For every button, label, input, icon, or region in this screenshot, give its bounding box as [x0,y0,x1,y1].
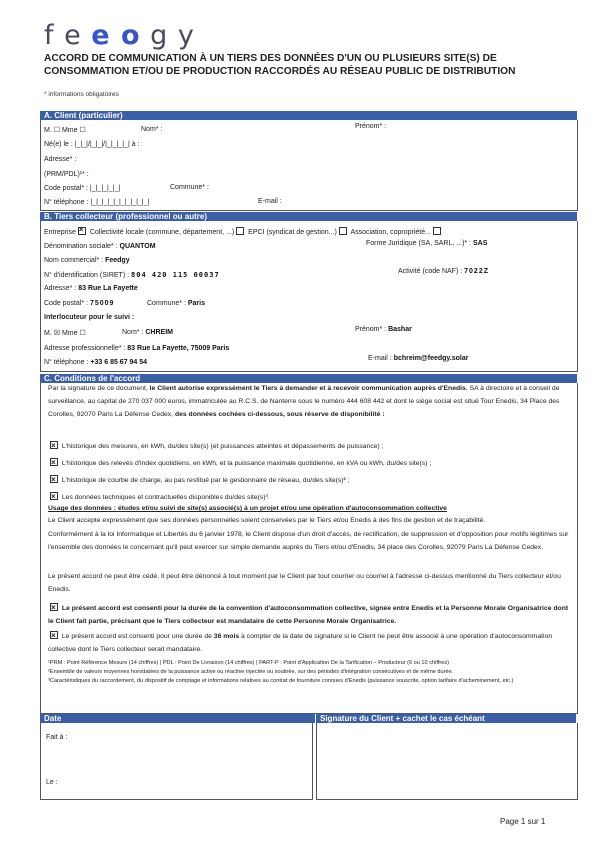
consent-1-checkbox[interactable] [50,603,58,611]
interlocuteur-civility[interactable]: M. ☒ Mme ☐ [44,330,86,337]
intro-a: Par la signature de ce document, [48,385,150,392]
item-label: L'historique de courbe de charge, au pas restitué par le gestionnaire de réseau, du/des site(s)² ; [61,477,350,485]
client-prm-label: (PRM/PDL)¹* : [44,171,89,178]
date-box[interactable] [40,723,313,800]
intro-d: des données cochées ci-dessous, sous réserve de disponibilité : [174,411,385,419]
collectivite-label: Collectivité locale (commune, département, ...) [89,229,235,236]
client-tel-field[interactable]: N° téléphone : |_|_|_|_|_|_|_|_|_|_| [44,199,150,206]
tiers-commune-value[interactable]: Paris [187,300,205,307]
client-cp-field[interactable]: Code postal* : |_|_|_|_|_| [44,185,121,192]
data-item[interactable] [48,474,570,487]
siret-value[interactable]: 804 420 115 00037 [131,271,220,279]
tiers-tel-label: N° téléphone : [44,359,89,366]
usage-paragraph-2: Conformément à la loi Informatique et Libertés du 6 janvier 1978, le Client dispose d'un droit d'accès, de rectification, de suppression et d'opposition pour motifs légitimes sur l'ensemble des données le concernant qu'il peut exercer sur simple demande auprès du Tiers et/ou d'Enedis, 34 place des Corolles, 92079 Paris La Défense Cedex. [48,531,569,552]
interlocuteur-prenom-label: Prénom* : [355,326,387,333]
adrpro-label: Adresse professionnelle* : [44,345,126,352]
client-prenom-label: Prénom* : [355,123,387,130]
item-label: Les données techniques et contractuelles disponibles du/des site(s)³. [61,494,270,502]
conditions-intro [48,382,570,421]
footnotes [48,659,570,686]
data-items-list [48,440,570,504]
tiers-cp-label: Code postal* : [44,300,88,307]
consent-2-text-c: à compter de la date de signature si le Client ne peut être associé à une opération d'autoconsommation collective dont le Tiers collecteur serait mandataire. [48,633,553,654]
item-checkbox[interactable] [50,458,58,466]
adrpro-value[interactable]: 83 Rue La Fayette, 75009 Paris [127,345,230,352]
denomination-value[interactable]: QUANTOM [119,243,156,250]
section-b-header: B. Tiers collecteur (professionnel ou autre) [40,212,577,221]
interlocuteur-nom-value[interactable]: CHREIM [145,329,173,336]
client-email-label: E-mail : [258,198,282,205]
usage-title: Usage des données : études et/ou suivi de site(s) associé(s) à un projet et/ou une opération d'autoconsommation collective [48,505,447,512]
naf-label: Activité (code NAF) : [398,268,463,275]
association-checkbox[interactable] [433,227,441,235]
epci-label: EPCI (syndicat de gestion...) [248,229,337,236]
tiers-adresse-value[interactable]: 83 Rue La Fayette [78,285,138,292]
siret-label: N° d'identification (SIRET) : [44,272,130,279]
denomination-label: Dénomination sociale* : [44,243,118,250]
required-note: * informations obligatoires [44,91,119,98]
signature-box[interactable] [316,723,578,800]
consent-2-text-a: Le présent accord est consenti pour une durée de [61,633,214,640]
fait-label: Fait à : [46,734,68,741]
tiers-email-value[interactable]: bchreim@feedgy.solar [393,355,469,362]
client-birth-field[interactable]: Né(e) le : |_|_|/|_|_|/|_|_|_|_| à : [44,141,140,148]
item-label: L'historique des mesures, en kWh, du/des site(s) (et puissances atteintes et dépassements de puissance) ; [61,443,384,450]
item-checkbox[interactable] [50,441,58,449]
client-civility[interactable]: M. ☐ Mme ☐ [44,127,86,134]
document-title: ACCORD DE COMMUNICATION À UN TIERS DES DONNÉES D'UN OU PLUSIEURS SITE(S) DE CONSOMMATION ET/OU DE PRODUCTION RACCORDÉS AU RÉSEAU PUBLIC DE DISTRIBUTION [44,53,516,77]
data-item[interactable] [48,440,570,453]
consent-2[interactable] [48,630,570,656]
page-number: Page 1 sur 1 [500,817,546,826]
interlocuteur-prenom-value[interactable]: Bashar [388,326,412,333]
collectivite-checkbox[interactable] [236,227,244,235]
tiers-tel-value[interactable]: +33 6 85 67 94 54 [90,359,148,366]
footnote-3: ³Caractéristiques du raccordement, du dispositif de comptage et informations relatives au contrat de fourniture connues d'Enedis (puissance souscrite, option tarifaire d'acheminement, etc.) [48,678,514,684]
epci-checkbox[interactable] [339,227,347,235]
data-item[interactable] [48,457,570,470]
usage-paragraph-1: Le Client accepte expressément que ses données personnelles soient conservées par le Tiers et/ou Enedis à des fins de gestion et de traçabilité. [48,517,486,524]
intro-b: le Client autorise expressément le Tiers à demander et à recevoir communication auprès d'Enedis [149,385,466,392]
association-label: Association, copropriété... [350,229,431,236]
section-a-header: A. Client (particulier) [40,111,577,120]
feedgy-logo: f e e o g y [44,20,195,51]
date-header: Date [40,714,315,723]
tiers-adresse-label: Adresse* : [44,285,77,292]
entreprise-label: Entreprise [44,229,76,236]
interlocuteur-nom-label: Nom* : [122,329,144,336]
consent-1[interactable] [48,602,570,628]
intro-c: , SA à directoire et à conseil de surveillance, au capital de 270 037 000 euros, immatriculée au R.C.S. de Nanterre sous le numéro 444 608 442 et dont le siège social est situé Tour Enedis, 34 Place des Corolles, 92070 Paris La Défense Cedex, [48,385,560,419]
client-commune-label: Commune* : [170,184,209,191]
tiers-email-label: E-mail : [368,355,392,362]
usage-paragraph-3: Le présent accord ne peut être cédé. Il peut être dénoncé à tout moment par le Client par tout courrier ou courriel à l'adresse ci-dessus mentionné du Tiers collecteur et/ou Enedis. [48,573,561,594]
item-checkbox[interactable] [50,475,58,483]
client-nom-label: Nom* : [141,126,163,133]
footnote-1: ¹PRM : Point Référence Mesure (14 chiffres) | PDL : Point De Livraison (14 chiffres) | PART-P : Point d'Application De la Tarification – Producteur (6 ou 10 chiffres) [48,660,449,666]
consent-1-text: Le présent accord est consenti pour la durée de la convention d'autoconsommation collective, signée entre Enedis et la Personne Morale Organisatrice dont le Client fait partie, précisant que le Tiers collecteur est mandataire de cette Personne Morale Organisatrice. [48,605,569,626]
entreprise-checkbox[interactable] [78,227,86,235]
signature-header: Signature du Client + cachet le cas échéant [316,714,576,723]
nomcom-label: Nom commercial* : [44,257,104,264]
footnote-2: ²Ensemble de valeurs moyennes horodatées de la puissance active ou réactive injectée ou soutirée, sur des périodes d'intégration consécutives et de même durée. [48,669,454,675]
interlocuteur-label: Interlocuteur pour le suivi : [44,314,135,321]
le-label: Le : [46,779,58,786]
client-adresse-label: Adresse* : [44,156,77,163]
consent-2-duration: 36 mois [213,633,240,640]
tiers-type-row[interactable] [44,227,443,236]
item-checkbox[interactable] [50,492,58,500]
section-c-header: C. Conditions de l'accord [40,374,577,383]
tiers-cp-value[interactable]: 75009 [89,300,115,307]
nomcom-value[interactable]: Feedgy [105,257,130,264]
section-a-box [40,120,578,211]
forme-value[interactable]: SAS [473,240,488,247]
consent-2-checkbox[interactable] [50,631,58,639]
naf-value[interactable]: 7022Z [464,268,489,275]
tiers-commune-label: Commune* : [147,300,186,307]
item-label: L'historique des relevés d'index quotidiens, en kWh, et la puissance maximale quotidienne, en kVA ou kWh, du/des site(s) ; [61,460,432,468]
forme-label: Forme Juridique (SA, SARL, ...)* : [366,240,472,247]
